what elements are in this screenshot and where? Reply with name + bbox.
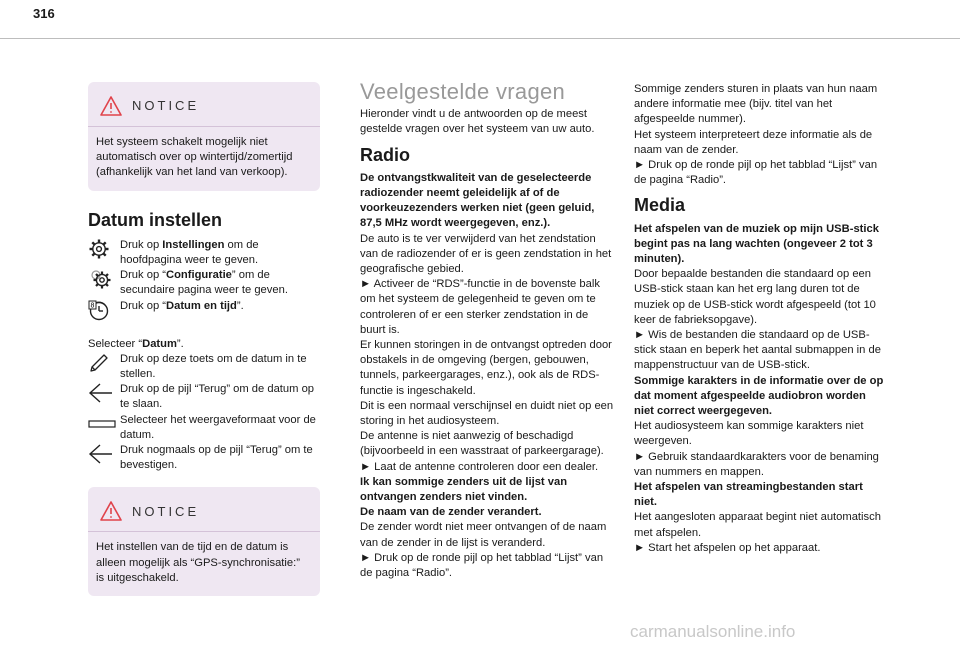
back-arrow-icon xyxy=(88,382,114,404)
clock-icon xyxy=(88,299,110,321)
gear-icon xyxy=(88,238,110,260)
step-item: Druk op deze toets om de datum in te stellen. xyxy=(88,352,320,382)
section-heading: Datum instellen xyxy=(88,209,223,230)
question: De naam van de zender verandert. xyxy=(360,506,542,519)
notice-text: Het systeem schakelt mogelijk niet automatisch over op wintertijd/zomertijd (afhankelijk van het land van verkoop). xyxy=(96,136,293,179)
notice-box xyxy=(88,487,320,596)
page-title: Veelgestelde vragen xyxy=(360,79,566,104)
pen-icon xyxy=(88,352,110,374)
question: Sommige karakters in de informatie over de op dat moment afgespeelde audiobron worden niet correct weergegeven. xyxy=(634,374,884,418)
step-item: Druk op “Configuratie” om de secundaire pagina weer te geven. xyxy=(88,268,320,298)
double-gear-icon xyxy=(88,268,112,290)
question: Ik kan sommige zenders uit de lijst van ontvangen zenders niet vinden. xyxy=(360,475,568,504)
column-middle: Veelgestelde vragen Hieronder vindt u de antwoorden op de meest gestelde vragen over het systeem van uw auto. Radio De ontvangstkwaliteit van de geselecteerde radiozender neemt geleidelijk af of de voorkeuzezenders werken niet (geen geluid, 87,5 MHz wordt weergegeven, enz.). De auto is te ver verwijderd van het zendstation van de radiozender of er is geen zendstation in het geografische gebied. ► Activeer de “RDS”-functie in de bovenste balk om het systeem de gelegenheid te geven om te controleren of er een sterker zendstation in de buurt is. Er kunnen storingen in de ontvangst optreden door obstakels in de omgeving (bergen, gebouwen, tunnels, parkeergarages, enz.), ook als de RDS-functie is ingeschakeld. Dit is een normaal verschijnsel en duidt niet op een storing in het audiosysteem. De antenne is niet aanwezig of beschadigd (bijvoorbeeld in een wasstraat of parkeergarage). ► Laat de antenne controleren door een dealer. Ik kan sommige zenders uit de lijst van ontvangen zenders niet vinden. De naam van de zender verandert. De zender wordt niet meer ontvangen of de naam van de zender in de lijst is veranderd. ► Druk op de ronde pijl op het tabblad “Lijst” van de pagina “Radio”. xyxy=(360,79,614,580)
warning-icon xyxy=(100,501,122,521)
section-heading: Media xyxy=(634,195,686,216)
header-rule xyxy=(0,38,960,39)
step-item: Druk nogmaals op de pijl “Terug” om te bevestigen. xyxy=(88,443,320,473)
step-item: 8 Druk op “Datum en tijd”. xyxy=(88,299,320,329)
column-left xyxy=(88,82,320,596)
format-bar-icon xyxy=(88,413,116,435)
question: De ontvangstkwaliteit van de geselecteerde radiozender neemt geleidelijk af of de voorkeuzezenders werken niet (geen geluid, 87,5 MHz wordt weergegeven, enz.). xyxy=(360,171,595,230)
step-item: Selecteer het weergaveformaat voor de datum. xyxy=(88,413,320,443)
notice-box xyxy=(88,82,320,191)
svg-text:8: 8 xyxy=(90,302,95,310)
select-text: Selecteer “Datum”. xyxy=(88,337,184,350)
column-right: Sommige zenders sturen in plaats van hun naam andere informatie mee (bijv. titel van het afgespeelde nummer). Het systeem interpreteert deze informatie als de naam van de zender. ► Druk op de ronde pijl op het tabblad “Lijst” van de pagina “Radio”. Media Het afspelen van de muziek op mijn USB-stick begint pas na lang wachten (ongeveer 2 tot 3 minuten). Door bepaalde bestanden die standaard op een USB-stick staan kan het erg lang duren tot de muziek op de USB-stick wordt afgespeeld (tot 10 keer de fabrieksopgave). ► Wis de bestanden die standaard op de USB-stick staan en beperk het aantal submappen in de mappenstructuur van de USB-stick. Sommige karakters in de informatie over de op dat moment afgespeelde audiobron worden niet correct weergegeven. Het audiosysteem kan sommige karakters niet weergeven. ► Gebruik standaardkarakters voor de benaming van nummers en mappen. Het afspelen van streamingbestanden start niet. Het aangesloten apparaat begint niet automatisch met afspelen. ► Start het afspelen op het apparaat. xyxy=(634,82,888,556)
page-number: 316 xyxy=(33,6,55,21)
question: Het afspelen van streamingbestanden start niet. xyxy=(634,481,863,509)
section-heading: Radio xyxy=(360,144,411,165)
notice-title: NOTICE xyxy=(132,98,200,114)
warning-icon xyxy=(100,96,122,116)
notice-text: Het instellen van de tijd en de datum is alleen mogelijk als “GPS-synchronisatie:” is uitgeschakeld. xyxy=(96,541,300,584)
watermark: carmanualsonline.info xyxy=(630,622,796,641)
notice-title: NOTICE xyxy=(132,503,200,519)
question: Het afspelen van de muziek op mijn USB-stick begint pas na lang wachten (ongeveer 2 tot 3 minuten). xyxy=(634,222,879,266)
step-item: Druk op Instellingen om de hoofdpagina weer te geven. xyxy=(88,238,320,268)
back-arrow-icon xyxy=(88,443,114,465)
step-item: Druk op de pijl “Terug” om de datum op te slaan. xyxy=(88,382,320,412)
